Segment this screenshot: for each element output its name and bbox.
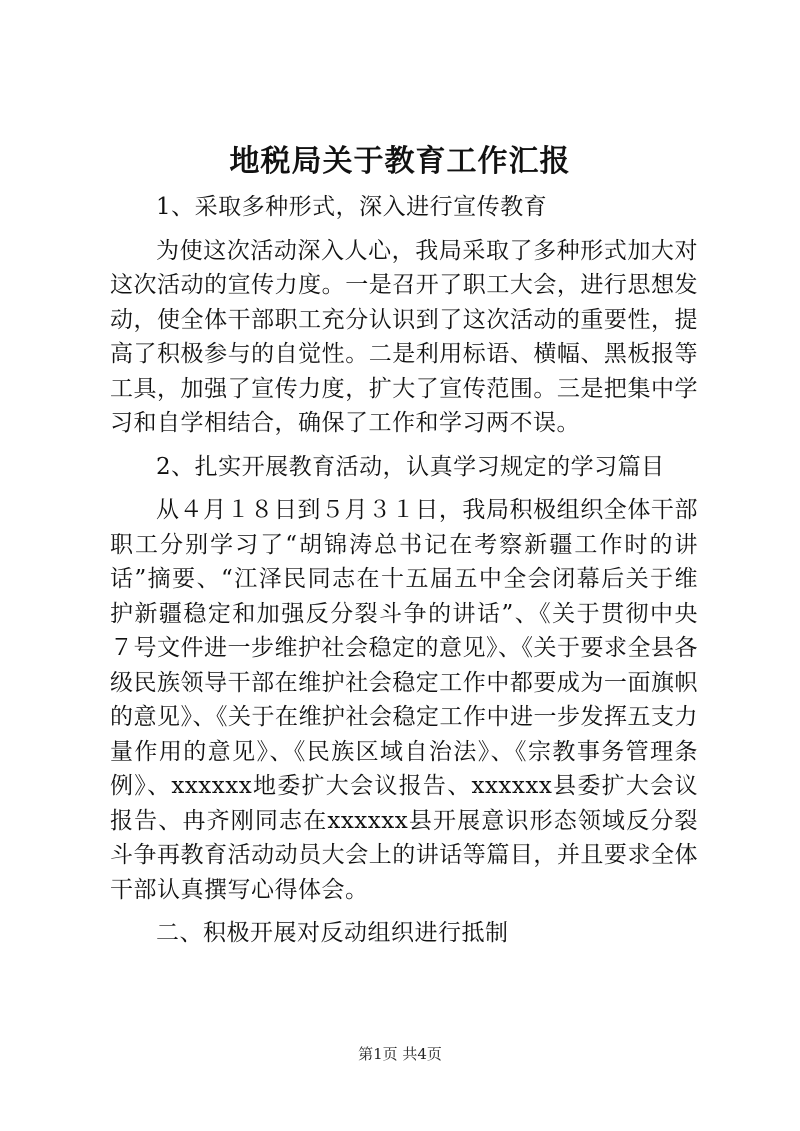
document-body bbox=[110, 190, 698, 960]
page-number-footer: 第1页 共4页 bbox=[358, 1045, 442, 1063]
section2-heading: 2、扎实开展教育活动，认真学习规定的学习篇目 bbox=[156, 453, 665, 480]
section1-paragraph: 为使这次活动深入人心，我局采取了多种形式加大对这次活动的宣传力度。一是召开了职工大会，进行思想发动，使全体干部职工充分认识到了这次活动的重要性，提高了积极参与的自觉性。二是利用标语、横幅、黑板报等工具，加强了宣传力度，扩大了宣传范围。三是把集中学习和自学相结合，确保了工作和学习两不误。 bbox=[110, 237, 698, 436]
document-title: 地税局关于教育工作汇报 bbox=[229, 144, 571, 179]
section1-heading: 1、采取多种形式，深入进行宣传教育 bbox=[156, 194, 548, 220]
section3-heading: 二、积极开展对反动组织进行抵制 bbox=[156, 920, 509, 946]
section2-paragraph: 从４月１８日到５月３１日，我局积极组织全体干部职工分别学习了“胡锦涛总书记在考察新疆工作时的讲话”摘要、“江泽民同志在十五届五中全会闭幕后关于维护新疆稳定和加强反分裂斗争的讲话”、《关于贯彻中央７号文件进一步维护社会稳定的意见》、《关于要求全县各级民族领导干部在维护社会稳定工作中都要成为一面旗帜的意见》、《关于在维护社会稳定工作中进一步发挥五支力量作用的意见》、《民族区域自治法》、《宗教事务管理条例》、xxxxxx地委扩大会议报告、xxxxxx县委扩大会议报告、冉齐刚同志在xxxxxx县开展意识形态领域反分裂斗争再教育活动动员大会上的讲话等篇目，并且要求全体干部认真撰写心得体会。 bbox=[110, 497, 698, 903]
